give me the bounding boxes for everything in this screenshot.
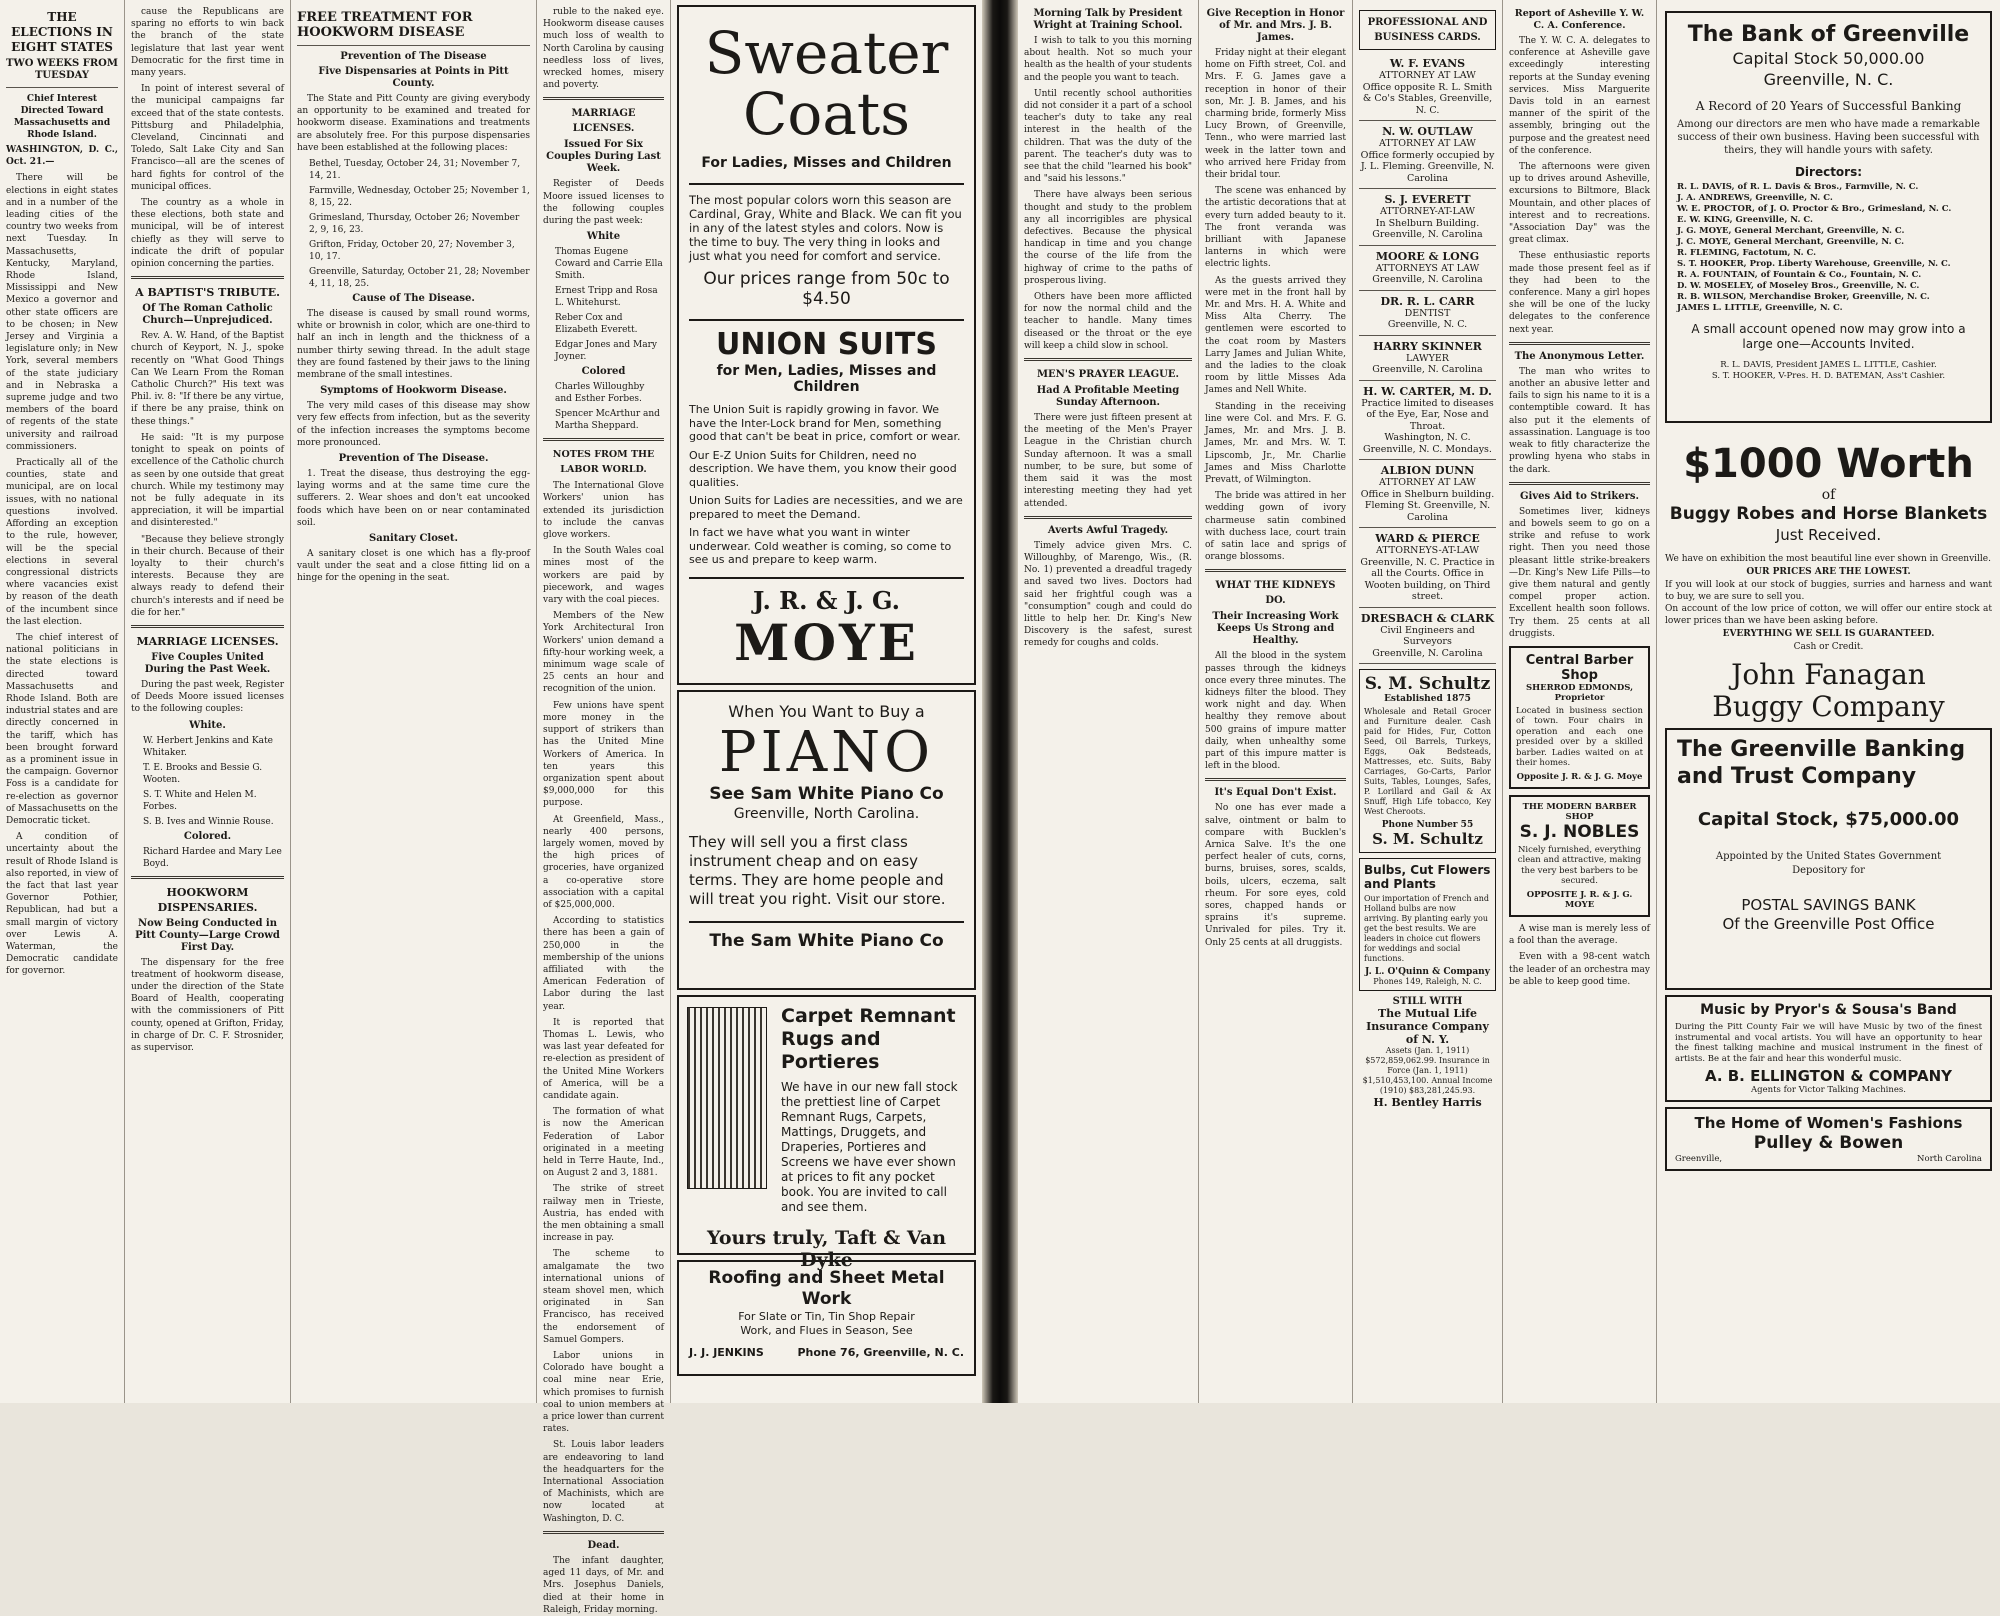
- director: E. W. KING, Greenville, N. C.: [1677, 215, 1813, 225]
- bank-place: Greenville, N. C.: [1763, 70, 1894, 89]
- director: R. FLEMING, Factotum, N. C.: [1677, 248, 1817, 258]
- licenses-intro: During the past week, Register of Deeds Moore issued licenses to the following couples:: [131, 679, 284, 715]
- tribute-paragraph: He said: "It is my purpose tonight to speak on points of excellence of the Catholic church as seen by one outside that great church. While my testimony may not be fully adequate in its appreciation, it will be impartial and disinterested.": [131, 432, 284, 529]
- card-info: Greenville, N. C. Practice in all the Courts. Office in Wooten building, on Third street.: [1360, 556, 1495, 602]
- trust-depository: Depository for: [1792, 865, 1865, 876]
- buggy-body: We have on exhibition the most beautiful line ever shown in Greenville.: [1665, 554, 1991, 564]
- union-body: In fact we have what you want in winter underwear. Cold weather is coming, so come to see us and prepare to keep warm.: [689, 526, 952, 566]
- hookworm-cont-paragraph: ruble to the naked eye. Hookworm disease causes much loss of wealth to North Carolina by causing needless loss of lives, wrecked homes, misery and poverty.: [543, 7, 664, 91]
- book-gutter: [982, 0, 1018, 1403]
- licenses2-deck: Issued For Six Couples During Last Week.: [546, 139, 661, 175]
- carpet-signature: Yours truly, Taft & Van Dyke: [706, 1227, 947, 1271]
- piano-title: PIANO: [718, 720, 935, 785]
- elections-deck: Chief Interest Directed Toward Massachusetts and Rhode Island.: [13, 94, 111, 140]
- carpet-body: We have in our new fall stock the prettiest line of Carpet Remnant Rugs, Carpets, Mattings, Druggets, and Draperies, Portieres and Screens we have ever shown at prices to fit any pocket book. You are invited to call and see them.: [781, 1080, 958, 1214]
- election-cont-paragraph: The country as a whole in these elections, both state and municipal, will be of interest chiefly as they will serve to indicate the drift of popular opinion concerning the parties.: [131, 198, 284, 270]
- card-title: LAWYER: [1406, 352, 1449, 364]
- nobles-body: Nicely furnished, everything clean and attractive, making the very best barbers to be secured.: [1517, 844, 1642, 887]
- licenses2-white-label: White: [586, 231, 621, 243]
- bulbs-body: Our importation of French and Holland bulbs are now arriving. By planting early you get the best results. We are leaders in choice cut flowers for weddings and social functions.: [1364, 894, 1490, 963]
- tribute-deck: Of The Roman Catholic Church—Unprejudiced.: [142, 303, 273, 327]
- roofing-name: J. J. JENKINS: [689, 1346, 764, 1359]
- card-title: ATTORNEY AT LAW: [1379, 477, 1476, 488]
- business-card: [1359, 528, 1496, 608]
- reception-paragraph: The scene was enhanced by the artistic decorations that at every turn added beauty to it. The front veranda was brilliant with Japanese lanterns in which were electric lights.: [1205, 186, 1346, 270]
- left-column-4: [536, 0, 670, 1615]
- postal-savings: POSTAL SAVINGS BANK: [1741, 896, 1916, 914]
- dispensary-schedule: Grimesland, Thursday, October 26; November 2, 9, 16, 23.: [309, 213, 520, 236]
- labor-item: The scheme to amalgamate the two international unions of steam shovel men, which originated in San Francisco, has received the endorsement of Samuel Gompers.: [543, 1249, 664, 1345]
- talk-paragraph: Others have been more afflicted for now the normal child and the teacher to handle. Many times diseased or the throat or the eye will keep a child slow in school.: [1024, 292, 1192, 351]
- talk-paragraph: Until recently school authorities did not consider it a part of a school teacher's duty to take any real interest in the health of the children. That was the duty of the parent. The teacher's duty was to see that the child "learned his book" and "said his lessons.": [1024, 88, 1192, 185]
- card-title: Civil Engineers and Surveyors: [1380, 624, 1475, 647]
- buggy-body: If you will look at our stock of buggies, surries and harness and want to buy, we are sure to sell you.: [1665, 580, 1992, 602]
- trust-company-ad: [1665, 728, 1992, 990]
- bank-capital: Capital Stock 50,000.00: [1732, 49, 1925, 68]
- ywca-headline: Report of Asheville Y. W. C. A. Conference.: [1514, 8, 1645, 31]
- coats-title: Coats: [743, 80, 910, 148]
- bank-note: A small account opened now may grow into a large one—Accounts Invited.: [1691, 322, 1966, 351]
- prayer-deck: Had A Profitable Meeting Sunday Afternoon.: [1036, 385, 1180, 409]
- union-suits-tagline: for Men, Ladies, Misses and Children: [716, 363, 937, 395]
- business-card: [1359, 381, 1496, 461]
- barber-owner: SHERROD EDMONDS, Proprietor: [1525, 682, 1634, 703]
- women-title: The Home of Women's Fashions: [1694, 1114, 1963, 1132]
- director: R. L. DAVIS, of R. L. Davis & Bros., Farmville, N. C.: [1677, 182, 1919, 192]
- card-title: Practice limited to diseases of the Eye, Ear, Nose and Throat.: [1361, 397, 1494, 432]
- talk-headline: Morning Talk by President Wright at Training School.: [1033, 8, 1183, 31]
- elections-headline: THE ELECTIONS IN EIGHT STATES: [11, 10, 113, 54]
- schultz-name: S. M. Schultz: [1364, 674, 1491, 694]
- card-title: ATTORNEY AT LAW: [1379, 70, 1476, 81]
- directors-heading: Directors:: [1794, 165, 1863, 179]
- license-entry: T. E. Brooks and Bessie G. Wooten.: [143, 762, 263, 785]
- bulbs-phone: Phones 149, Raleigh, N. C.: [1373, 977, 1482, 986]
- labor-item: Few unions have spent more money in the support of strikers than has the United Mine Workers of America. In ten years this organization spent about $9,000,000 for this purpose.: [543, 700, 664, 809]
- carpet-ad: [677, 995, 976, 1271]
- mutual-still-with: STILL WITH: [1392, 996, 1463, 1007]
- right-column-2: [1198, 0, 1352, 1403]
- bank-body: Among our directors are men who have made a remarkable success of their own business. Having been successful with theirs, they will handle yours with safety.: [1677, 119, 1980, 156]
- schultz-phone: Phone Number 55: [1381, 820, 1474, 830]
- dispensary-schedule: Farmville, Wednesday, October 25; November 1, 8, 15, 22.: [309, 186, 530, 209]
- sweater-title: Sweater: [704, 19, 949, 87]
- elections-paragraph: The chief interest of national politicians in the state elections is directed toward Massachusetts and Rhode Island. Both are industrial states and are directly concerned in the tariff, which has been brought forward as a prominent issue in the campaign. Governor Foss is a candidate for re-election as governor of Massachusetts on the Democratic ticket.: [6, 632, 118, 826]
- schultz-body: Wholesale and Retail Grocer and Furniture dealer. Cash paid for Hides, Fur, Cotton Seed, Oil Barrels, Turkeys, Eggs, Oak Bedsteads, Mattresses, etc. Suits, Baby Carriages, Go-Carts, Parlor Suits, Tables, Lounges, Safes, P. Lorillard and Gail & Ax Snuff, High Life tobacco, Key West Cheroots.: [1364, 707, 1491, 816]
- women-place: Greenville,: [1675, 1154, 1723, 1164]
- schultz-ad: [1359, 669, 1496, 853]
- reception-paragraph: As the guests arrived they were met in the front hall by Mr. and Mrs. H. A. White and Miss Alta Cherry. The gentlemen were escorted to the coat room by Masters Larry James and Julian White, and the ladies to the cloak room by little Misses Ada James and Nell White.: [1205, 275, 1346, 396]
- card-info: Greenville, N. Carolina: [1372, 274, 1483, 285]
- labor-item: Labor unions in Colorado have bought a coal mine near Erie, which promises to furnish coal to union members at a price lower than current rates.: [543, 1351, 664, 1435]
- talk-paragraph: There have always been serious thought and study to the problem any all incorrigibles are physical defectives. Because the physical handicap in time and you change the course of the life from the highway of crime to the paths of prosperous living.: [1024, 190, 1192, 286]
- labor-item: The strike of street railway men in Trieste, Austria, has ended with the men obtaining a small increase in pay.: [543, 1184, 664, 1244]
- mutual-agent: H. Bentley Harris: [1373, 1096, 1482, 1109]
- card-title: DENTIST: [1404, 307, 1451, 319]
- bank-title: The Bank of Greenville: [1687, 22, 1970, 47]
- hookworm-paragraph: 1. Treat the disease, thus destroying the egg-laying worms and at the same time cure the sufferers. 2. Wear shoes and don't eat uncooked foods which have been on or near contaminated soil.: [297, 469, 530, 528]
- tribute-paragraph: "Because they believe strongly in their church. Because of their loyalty to their church's interests. Because they are always ready to defend their church's interests and if need be die for her.": [131, 534, 284, 618]
- nobles-address: OPPOSITE J. R. & J. G. MOYE: [1526, 889, 1633, 910]
- averts-headline: Averts Awful Tragedy.: [1047, 524, 1169, 536]
- labor-item: At Greenfield, Mass., nearly 400 persons, largely women, moved by the high prices of groceries, have organized a co-operative store association with a capital of $25,000,000.: [543, 814, 664, 910]
- strikers-paragraph: Sometimes liver, kidneys and bowels seem to go on a strike and refuse to work right. Then you need those pleasant little strike-breakers—Dr. King's New Life Pills—to give them natural and gently compel proper action. Excellent health soon follows. Try them. 25 cents at all druggists.: [1509, 506, 1650, 639]
- business-card: [1359, 291, 1496, 336]
- bulbs-signature: J. L. O'Quinn & Company: [1365, 967, 1490, 977]
- license-entry: Edgar Jones and Mary Joyner.: [555, 340, 658, 363]
- moye-name: MOYE: [734, 612, 919, 672]
- card-name: MOORE & LONG: [1375, 249, 1480, 263]
- licenses-deck: Five Couples United During the Past Week.: [144, 651, 271, 675]
- director: J. G. MOYE, General Merchant, Greenville, N. C.: [1677, 226, 1905, 236]
- labor-item: St. Louis labor leaders are endeavoring to land the headquarters for the International Association of Machinists, which are now located at Washington, D. C.: [543, 1440, 664, 1524]
- roofing-phone: Phone 76, Greenville, N. C.: [797, 1346, 964, 1359]
- left-column-3: [290, 0, 536, 1403]
- card-name: H. W. CARTER, M. D.: [1363, 384, 1492, 398]
- card-title: ATTORNEY-AT-LAW: [1379, 206, 1476, 217]
- business-card: [1359, 460, 1496, 528]
- moye-ad: [677, 5, 976, 685]
- ywca-paragraph: These enthusiastic reports made those present feel as if they had been to the conference. Many a girl hopes she will be one of the lucky delegates to the conference next year.: [1509, 251, 1650, 335]
- dispensaries-headline: HOOKWORM DISPENSARIES.: [157, 885, 258, 914]
- licenses-white-label: White.: [189, 719, 226, 731]
- averts-paragraph: Timely advice given Mrs. C. Willoughby, of Marengo, Wis., (R. No. 1) prevented a dreadful tragedy and saved two lives. Doctors had said her frightful cough was a "consumption" cough and could do little to help her. Dr. King's New Discovery is the safest, surest remedy for coughs and colds.: [1024, 540, 1192, 649]
- buggy-body: On account of the low price of cotton, we will offer our entire stock at lower prices than we have been asking before.: [1665, 604, 1992, 626]
- piano-location: Greenville, North Carolina.: [733, 806, 920, 822]
- buggy-subtitle: Buggy Robes and Horse Blankets: [1669, 504, 1988, 524]
- director: S. T. HOOKER, Prop. Liberty Warehouse, Greenville, N. C.: [1677, 259, 1951, 269]
- elections-dateline: WASHINGTON, D. C., Oct. 21.—: [6, 145, 118, 168]
- buggy-signature: John Fanagan: [1731, 658, 1926, 691]
- card-name: S. J. EVERETT: [1384, 193, 1471, 206]
- right-page: [1018, 0, 2000, 1403]
- carpet-title: Carpet Remnant Rugs and Portieres: [781, 1005, 956, 1073]
- reception-paragraph: Friday night at their elegant home on Fifth street, Col. and Mrs. F. G. James gave a reception in honor of their son, Mr. J. B. James, and his charming bride, formerly Miss Lucy Brown, of Greenville, Tenn., who were married last week in the latter town and who arrived here Friday from their bridal tour.: [1205, 48, 1346, 181]
- licenses2-colored-label: Colored: [581, 366, 626, 378]
- license-entry: Spencer McArthur and Martha Sheppard.: [555, 409, 660, 432]
- trust-appointed: Appointed by the United States Government: [1715, 851, 1942, 862]
- women-place: North Carolina: [1917, 1154, 1982, 1164]
- dispensaries-paragraph: The dispensary for the free treatment of hookworm disease, under the direction of the State Board of Health, cooperating with the commissioners of Pitt county, opened at Grifton, Friday, in charge of Dr. C. F. Strosnider, as supervisor.: [131, 957, 284, 1053]
- kidneys-paragraph: All the blood in the system passes through the kidneys once every three minutes. The kidneys filter the blood. They work night and day. When healthy they remove about 500 grains of impure matter daily, when unhealthy some part of this impure matter is left in the blood.: [1205, 651, 1346, 772]
- talk-paragraph: I wish to talk to you this morning about health. Not so much your health as the health of your students and the people you want to teach.: [1024, 36, 1192, 83]
- left-page: [0, 0, 982, 1615]
- director: R. B. WILSON, Merchandise Broker, Greenville, N. C.: [1677, 292, 1930, 302]
- bank-record: A Record of 20 Years of Successful Banking: [1695, 99, 1962, 113]
- hookworm-paragraph: The very mild cases of this disease may show very few effects from infection, but as the severity of the infection increases the symptoms become more pronounced.: [297, 401, 530, 448]
- labor-headline: NOTES FROM THE LABOR WORLD.: [552, 449, 655, 476]
- dispensary-schedule: Bethel, Tuesday, October 24, 31; November 7, 14, 21.: [309, 159, 521, 182]
- trust-title: and Trust Company: [1677, 764, 1917, 789]
- card-info: Washington, N. C. Greenville, N. C. Mondays.: [1363, 432, 1492, 455]
- music-ad: [1665, 995, 1992, 1102]
- license-entry: S. B. Ives and Winnie Rouse.: [143, 816, 274, 827]
- card-info: Greenville, N. Carolina: [1372, 364, 1483, 375]
- nobles-name: S. J. NOBLES: [1519, 821, 1640, 842]
- card-info: Greenville, N. Carolina: [1372, 647, 1483, 659]
- card-name: DR. R. L. CARR: [1380, 294, 1475, 308]
- kidneys-headline: WHAT THE KIDNEYS DO.: [1215, 580, 1336, 607]
- bulbs-title: Bulbs, Cut Flowers and Plants: [1364, 863, 1491, 891]
- barber-title: Central Barber Shop: [1525, 652, 1634, 683]
- schultz-established: Established 1875: [1384, 694, 1471, 704]
- right-column-5: [1656, 0, 2000, 1403]
- business-card: [1359, 246, 1496, 291]
- card-info: Greenville, N. C.: [1387, 319, 1468, 330]
- equal-headline: It's Equal Don't Exist.: [1214, 787, 1337, 799]
- music-agent: Agents for Victor Talking Machines.: [1751, 1085, 1906, 1095]
- bank-officers: S. T. HOOKER, V-Pres. H. D. BATEMAN, Ass't Cashier.: [1711, 371, 1946, 381]
- hookworm-paragraph: The disease is caused by small round worms, white or brownish in color, which are one-third to half an inch in length and the thickness of a number thirty sewing thread. In the adult stage they are found fastened by their jaws to the lining membrane of the small intestines.: [297, 309, 530, 381]
- buggy-received: Just Received.: [1775, 526, 1882, 544]
- dispensaries-deck: Now Being Conducted in Pitt County—Large Crowd First Day.: [135, 917, 280, 953]
- license-entry: Reber Cox and Elizabeth Everett.: [555, 313, 638, 336]
- buggy-body: OUR PRICES ARE THE LOWEST.: [1746, 567, 1911, 577]
- business-card: [1359, 121, 1496, 189]
- mutual-body: Assets (Jan. 1, 1911) $572,859,062.99. Insurance in Force (Jan. 1, 1911) $1,510,453,100. Annual Income (1910) $83,281,245.93.: [1362, 1046, 1493, 1095]
- sweater-tagline: For Ladies, Misses and Children: [701, 155, 952, 171]
- card-name: N. W. OUTLAW: [1382, 125, 1473, 138]
- director: J. C. MOYE, General Merchant, Greenville, N. C.: [1677, 237, 1905, 247]
- mutual-ad: [1359, 996, 1496, 1109]
- proverb: A wise man is merely less of a fool than the average.: [1509, 923, 1650, 947]
- left-ads-column: [670, 0, 982, 1403]
- hookworm-prevention-head: Prevention of The Disease.: [338, 453, 489, 465]
- ywca-paragraph: The afternoons were given up to drives around Asheville, excursions to Biltmore, Black Mountain, and other places of interest and to recreations. "Association Day" was the great climax.: [1509, 162, 1650, 246]
- piano-dealer: See Sam White Piano Co: [709, 784, 944, 804]
- piano-body: They will sell you a first class instrument cheap and on easy terms. They are home people and will treat you right. Visit our store.: [689, 833, 946, 908]
- union-suits-title: UNION SUITS: [716, 327, 937, 362]
- moye-initials: J. R. & J. G.: [752, 585, 901, 615]
- prayer-headline: MEN'S PRAYER LEAGUE.: [1036, 369, 1180, 381]
- hookworm-sub: Five Dispensaries at Points in Pitt County.: [318, 66, 509, 89]
- right-column-1: [1018, 0, 1198, 1403]
- strikers-headline: Gives Aid to Strikers.: [1519, 490, 1639, 502]
- labor-item: In the South Wales coal mines most of the workers are paid by piecework, and wages vary with the coal pieces.: [543, 546, 664, 606]
- bank-officers: R. L. DAVIS, President JAMES L. LITTLE, Cashier.: [1720, 360, 1937, 370]
- licenses-colored-label: Colored.: [183, 830, 232, 842]
- women-name: Pulley & Bowen: [1753, 1133, 1904, 1153]
- card-name: WARD & PIERCE: [1375, 532, 1480, 545]
- business-card: [1359, 336, 1496, 381]
- license-entry: Thomas Eugene Coward and Carrie Ella Smith.: [555, 247, 663, 282]
- director: W. E. PROCTOR, of J. O. Proctor & Bro., Grimesland, N. C.: [1677, 204, 1952, 214]
- license-entry: Charles Willoughby and Esther Forbes.: [555, 382, 645, 405]
- tribute-headline: A BAPTIST'S TRIBUTE.: [135, 286, 280, 300]
- dead-headline: Dead.: [587, 1539, 620, 1551]
- sweater-price: Our prices range from 50c to $4.50: [703, 269, 950, 309]
- card-info: Office opposite R. L. Smith & Co's Stables, Greenville, N. C.: [1362, 81, 1493, 116]
- schultz-signature: S. M. Schultz: [1372, 830, 1483, 848]
- left-column-2: [124, 0, 290, 1403]
- buggy-title: $1000 Worth: [1683, 441, 1974, 487]
- director: J. A. ANDREWS, Greenville, N. C.: [1677, 193, 1833, 203]
- labor-item: The International Glove Workers' union has extended its jurisdiction to include the canvas glove workers.: [543, 481, 664, 541]
- buggy-body: Cash or Credit.: [1793, 642, 1864, 652]
- mutual-name: The Mutual Life Insurance Company of N. Y.: [1366, 1007, 1489, 1046]
- letter-paragraph: The man who writes to another an abusive letter and fails to sign his name to it is a contemptible coward. It has also put it the elements of assassination. Language is too weak to fitly characterize the prowling hyena who stabs in the dark.: [1509, 366, 1650, 475]
- card-title: ATTORNEYS AT LAW: [1375, 262, 1480, 274]
- card-title: ATTORNEYS-AT-LAW: [1376, 545, 1479, 556]
- tribute-paragraph: Rev. A. W. Hand, of the Baptist church of Keyport, N. J., spoke recently on "What Good Things Can We Learn From the Roman Catholic Church?" His text was Phil. iv. 8: "If there be any virtue, if there be any praise, think on these things.": [131, 331, 284, 427]
- hookworm-symptoms-head: Symptoms of Hookworm Disease.: [320, 385, 507, 397]
- card-name: DRESBACH & CLARK: [1360, 611, 1495, 625]
- card-name: ALBION DUNN: [1380, 464, 1475, 477]
- buggy-of: of: [1821, 487, 1836, 503]
- labor-item: It is reported that Thomas L. Lewis, who was last year defeated for re-election as president of the United Mine Workers of America, will be a candidate again.: [543, 1017, 664, 1101]
- letter-headline: The Anonymous Letter.: [1514, 350, 1645, 362]
- license-entry: Richard Hardee and Mary Lee Boyd.: [143, 846, 282, 869]
- dispensary-schedule: Grifton, Friday, October 20, 27; November 3, 10, 17.: [309, 240, 515, 263]
- license-entry: S. T. White and Helen M. Forbes.: [143, 789, 257, 812]
- license-entry: Ernest Tripp and Rosa L. Whitehurst.: [555, 286, 658, 309]
- hookworm-paragraph: A sanitary closet is one which has a fly-proof vault under the seat and a close fitting lid on a hinge for the opening in the seat.: [297, 549, 530, 584]
- reception-paragraph: The bride was attired in her wedding gown of ivory charmeuse satin combined with duchess lace, court train of satin lace and sprigs of orange blossoms.: [1205, 491, 1346, 563]
- bank-of-greenville-ad: [1665, 11, 1992, 423]
- election-cont-paragraph: In point of interest several of the municipal campaigns far exceed that of the state contests. Pittsburg and Philadelphia, Cleveland, Cincinnati and Toledo, Salt Lake City and San Francisco—all are the scenes of hard fights for control of the municipal offices.: [131, 84, 284, 192]
- card-info: Office formerly occupied by J. L. Fleming. Greenville, N. Carolina: [1360, 149, 1495, 184]
- dead-paragraph: The infant daughter, aged 11 days, of Mr. and Mrs. Josephus Daniels, died at their home in Raleigh, Friday morning.: [543, 1555, 664, 1615]
- ywca-paragraph: The Y. W. C. A. delegates to conference at Asheville gave exceedingly interesting reports at the Sunday evening services. Miss Marguerite Davis told in an earnest manner of the spirit of the assembly, bringing out the purpose and the greatest need of the conference.: [1509, 36, 1650, 156]
- nobles-ad: [1509, 795, 1650, 917]
- postal-office: Of the Greenville Post Office: [1722, 915, 1935, 933]
- right-column-4: [1502, 0, 1656, 1403]
- cards-header: PROFESSIONAL AND BUSINESS CARDS.: [1359, 10, 1496, 50]
- trust-capital: Capital Stock, $75,000.00: [1697, 809, 1960, 830]
- roofing-ad: [677, 1260, 976, 1376]
- director: R. A. FOUNTAIN, of Fountain & Co., Fountain, N. C.: [1677, 270, 1922, 280]
- roofing-title: Roofing and Sheet Metal Work: [708, 1268, 945, 1309]
- director: JAMES L. LITTLE, Greenville, N. C.: [1677, 303, 1843, 313]
- elections-paragraph: There will be elections in eight states and in a number of the leading cities of the country two weeks from next Tuesday. In Massachusetts, Kentucky, Maryland, Rhode Island, Mississippi and New Mexico a governor and other state officers are to be chosen; in New Jersey and Virginia a legislature only; in New York, several members of the state judiciary and in Nebraska a supreme judge and two members of the board of regents of the state university and railroad commissioners.: [6, 173, 118, 452]
- piano-intro: When You Want to Buy a: [728, 702, 925, 721]
- left-column-1: [0, 0, 124, 1403]
- equal-paragraph: No one has ever made a salve, ointment or balm to compare with Bucklen's Arnica Salve. It's the one perfect healer of cuts, corns, burns, bruises, sores, scalds, boils, ulcers, eczema, salt rheum. For sore eyes, cold sores, chapped hands or sprains it's supreme. Unrivaled for piles. Try it. Only 25 cents at all druggists.: [1205, 803, 1346, 948]
- licenses2-headline: MARRIAGE LICENSES.: [571, 108, 636, 135]
- business-card: [1359, 53, 1496, 121]
- barber-address: Opposite J. R. & J. G. Moye: [1516, 771, 1643, 782]
- dispensary-schedule: Greenville, Saturday, October 21, 28; November 4, 11, 18, 25.: [309, 267, 530, 290]
- sweater-body: The most popular colors worn this season are Cardinal, Gray, White and Black. We can fit you in any of the latest styles and colors. Now is the time to buy. The very thing in looks and just what you need for comfort and service.: [689, 193, 962, 263]
- elections-paragraph: A condition of uncertainty about the result of Rhode Island is also reported, in view of the fact that last year Governor Pothier, Republican, had but a small margin of victory over Lewis A. Waterman, the Democratic candidate for governor.: [6, 832, 118, 977]
- buggy-signature: Buggy Company: [1712, 690, 1945, 723]
- card-info: In Shelburn Building. Greenville, N. Carolina: [1372, 217, 1483, 240]
- hookworm-closet-head: Sanitary Closet.: [369, 533, 458, 545]
- elections-subhead: TWO WEEKS FROM TUESDAY: [6, 58, 118, 81]
- buggy-body: EVERYTHING WE SELL IS GUARANTEED.: [1722, 629, 1935, 639]
- barber-ad: [1509, 646, 1650, 789]
- portiere-illustration: [687, 1007, 767, 1189]
- union-body: The Union Suit is rapidly growing in favor. We have the Inter-Lock brand for Men, something good that can't be beat in price, comfort or wear.: [689, 403, 961, 443]
- hookworm-deck: Prevention of The Disease: [340, 51, 487, 62]
- buggy-ad: [1665, 441, 1992, 723]
- labor-item: Members of the New York Architectural Iron Workers' union demand a fifty-hour working week, a minimum wage scale of 25 cents an hour and recognition of the union.: [543, 611, 664, 695]
- director: D. W. MOSELEY, of Moseley Bros., Greenville, N. C.: [1677, 281, 1920, 291]
- card-info: Office in Shelburn building. Fleming St. Greenville, N. Carolina: [1360, 488, 1495, 523]
- proverb: Even with a 98-cent watch the leader of an orchestra may be able to keep good time.: [1509, 952, 1650, 987]
- union-body: Our E-Z Union Suits for Children, need no description. We have them, you know their good qualities.: [689, 448, 957, 489]
- union-body: Union Suits for Ladies are necessities, and we are prepared to meet the Demand.: [689, 494, 963, 521]
- hookworm-headline: FREE TREATMENT FOR HOOKWORM DISEASE: [297, 10, 473, 40]
- music-body: During the Pitt County Fair we will have Music by two of the finest instrumental and vocal artists. You will have an opportunity to hear the finest talking machine and musical instrument in the finest of artists. Be at the fair and hear this wonderful music.: [1675, 1022, 1982, 1064]
- trust-title: The Greenville Banking: [1677, 737, 1966, 762]
- reception-headline: Give Reception in Honor of Mr. and Mrs. J. B. James.: [1206, 8, 1345, 43]
- pulley-bowen-ad: [1665, 1107, 1992, 1171]
- music-title: Music by Pryor's & Sousa's Band: [1700, 1002, 1957, 1018]
- prayer-paragraph: There were just fifteen present at the meeting of the Men's Prayer League in the Christian church Sunday afternoon. It was a small number, to be sure, but some of them said it was the most interesting meeting they had yet attended.: [1024, 413, 1192, 509]
- card-name: HARRY SKINNER: [1373, 339, 1482, 353]
- labor-item: The formation of what is now the American Federation of Labor originated in a meeting held in Terre Haute, Ind., on August 2 and 3, 1881.: [543, 1107, 664, 1179]
- licenses2-intro: Register of Deeds Moore issued licenses to the following couples during the past week:: [543, 179, 664, 227]
- card-title: ATTORNEY AT LAW: [1379, 138, 1476, 149]
- licenses-headline: MARRIAGE LICENSES.: [136, 634, 279, 648]
- roofing-line: Work, and Flues in Season, See: [740, 1324, 913, 1337]
- election-cont-paragraph: cause the Republicans are sparing no efforts to win back the branch of the state legislature that last year went Democratic for the first time in many years.: [131, 7, 284, 79]
- barber-body: Located in business section of town. Four chairs in operation and each one presided over by a skilled barber. Ladies waited on at their homes.: [1516, 705, 1643, 769]
- labor-item: According to statistics there has been a gain of 250,000 in the membership of the unions affiliated with the American Federation of Labor during the last year.: [543, 916, 664, 1012]
- elections-paragraph: Practically all of the counties, state and municipal, are on local issues, with no national questions involved. Affording an exception to the rule, however, will be the special elections in several congressional districts where vacancies exist by reason of the death of the incumbent since the last election.: [6, 458, 118, 627]
- card-name: W. F. EVANS: [1389, 57, 1466, 70]
- nobles-header: THE MODERN BARBER SHOP: [1522, 801, 1637, 822]
- business-card: [1359, 608, 1496, 665]
- license-entry: W. Herbert Jenkins and Kate Whitaker.: [143, 735, 273, 758]
- music-signature: A. B. ELLINGTON & COMPANY: [1704, 1067, 1953, 1085]
- hookworm-cause-head: Cause of The Disease.: [352, 293, 475, 305]
- hookworm-paragraph: The State and Pitt County are giving everybody an opportunity to be examined and treated for hookworm disease. Examinations and treatments are absolutely free. For this purpose dispensaries have been established at the following places:: [297, 94, 530, 153]
- piano-signature: The Sam White Piano Co: [709, 931, 944, 951]
- roofing-line: For Slate or Tin, Tin Shop Repair: [738, 1310, 915, 1323]
- bulbs-ad: [1359, 858, 1496, 991]
- business-card: [1359, 189, 1496, 246]
- right-column-3: [1352, 0, 1502, 1403]
- kidneys-deck: Their Increasing Work Keeps Us Strong and Healthy.: [1212, 611, 1339, 647]
- piano-ad: [677, 690, 976, 990]
- reception-paragraph: Standing in the receiving line were Col. and Mrs. F. G. James, Mr. and Mrs. J. B. James, Mr. and Mrs. W. T. Lipscomb, Jr., Mr. Charlie James and Miss Charlotte Prevatt, of Wilmington.: [1205, 401, 1346, 485]
